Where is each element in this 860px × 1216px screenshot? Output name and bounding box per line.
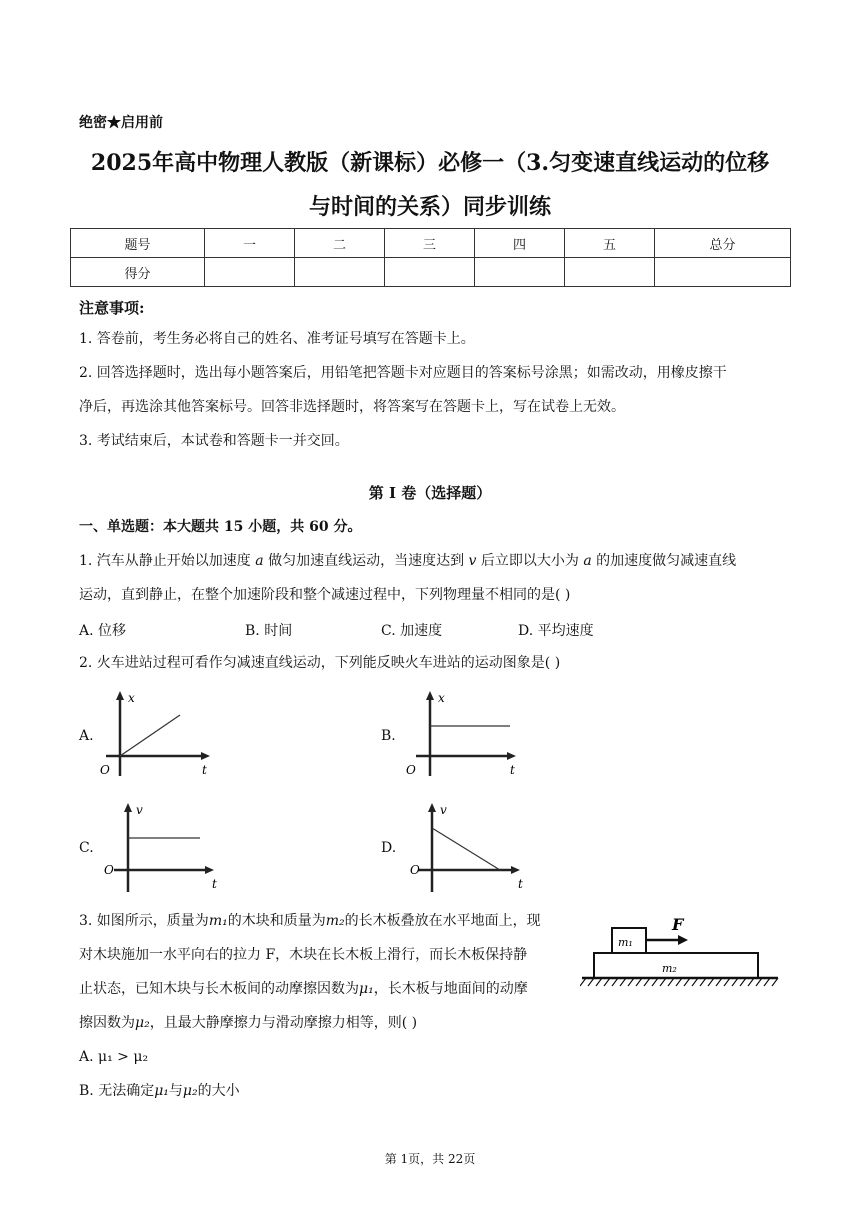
axis-label: v <box>440 803 447 817</box>
q3-option-b-text: B. 无法确定 <box>79 1083 155 1099</box>
axis-label: x <box>128 691 135 705</box>
question-3-line2: 对木块施加一水平向右的拉力 F，木块在长木板上滑行，而长木板保持静 <box>79 947 528 963</box>
q2-graph-b <box>400 688 524 782</box>
axis-label: t <box>510 763 515 777</box>
score-cell: 题号 <box>71 229 205 258</box>
q1-var-v: v <box>468 553 477 569</box>
score-cell: 二 <box>295 229 385 258</box>
question-1-line2: 运动，直到静止，在整个加速阶段和整个减速过程中，下列物理量不相同的是( ) <box>79 587 571 603</box>
score-cell: 一 <box>205 229 295 258</box>
notice-item-3: 3. 考试结束后，本试卷和答题卡一并交回。 <box>79 433 349 449</box>
force-arrowhead <box>678 935 688 945</box>
score-blank <box>475 258 565 287</box>
axis-label: t <box>212 877 217 891</box>
score-table-header-row <box>71 229 791 258</box>
part-heading: 一、单选题：本大题共 15 小题，共 60 分。 <box>79 519 362 535</box>
q3-option-b[interactable] <box>79 1080 240 1102</box>
origin-label: O <box>100 763 110 777</box>
score-blank <box>655 258 791 287</box>
axis-label: x <box>438 691 445 705</box>
page-footer: 第 1页，共 22页 <box>384 1152 476 1166</box>
notice-item-2-line2: 净后，再选涂其他答案标号。回答非选择题时，将答案写在答题卡上，写在试卷上无效。 <box>79 399 625 415</box>
paper-title-line2: 与时间的关系）同步训练 <box>308 194 551 220</box>
q1-option-d[interactable]: D. 平均速度 <box>518 623 594 639</box>
q3-option-b-text: 与 <box>168 1083 183 1099</box>
notice-item-2-line1: 2. 回答选择题时，选出每小题答案后，用铅笔把答题卡对应题目的答案标号涂黑；如需改动，用橡皮擦干 <box>79 365 727 381</box>
question-1-line1 <box>79 550 736 572</box>
q3-mu1: μ₁ <box>154 1083 169 1099</box>
q1-option-b[interactable]: B. 时间 <box>245 623 293 639</box>
q3-option-b-text: 的大小 <box>197 1083 240 1099</box>
confidential-label: 绝密★启用前 <box>79 115 163 131</box>
q2-option-b-label[interactable]: B. <box>381 728 396 744</box>
axis-label: t <box>518 877 523 891</box>
q3-text: 的木块和质量为 <box>227 913 326 929</box>
q1-text: 的加速度做匀减速直线 <box>596 553 737 569</box>
paper-title-line1: 2025年高中物理人教版（新课标）必修一（3.匀变速直线运动的位移 <box>90 150 770 176</box>
q1-option-c[interactable]: C. 加速度 <box>381 623 443 639</box>
q3-text: ，且最大静摩擦力与滑动摩擦力相等，则( ) <box>149 1015 418 1031</box>
q3-m1: m₁ <box>208 913 228 929</box>
origin-label: O <box>410 863 420 877</box>
fig-force-label: F <box>672 915 684 934</box>
question-2-stem: 2. 火车进站过程可看作匀减速直线运动，下列能反映火车进站的运动图象是( ) <box>79 655 561 671</box>
q1-var-a: a <box>255 553 264 569</box>
score-cell: 四 <box>475 229 565 258</box>
origin-label: O <box>104 863 114 877</box>
notice-item-1: 1. 答卷前，考生务必将自己的姓名、准考证号填写在答题卡上。 <box>79 331 475 347</box>
score-table <box>70 228 791 287</box>
q3-text: ，长木板与地面间的动摩 <box>373 981 528 997</box>
q3-block-on-board-figure <box>580 912 780 996</box>
q2-option-c-label[interactable]: C. <box>79 840 94 856</box>
score-blank <box>205 258 295 287</box>
score-cell: 五 <box>565 229 655 258</box>
q3-text: 3. 如图所示，质量为 <box>79 913 209 929</box>
q3-text: 的长木板叠放在水平地面上，现 <box>344 913 541 929</box>
score-table-score-row <box>71 258 791 287</box>
score-cell: 总分 <box>655 229 791 258</box>
q2-option-a-label[interactable]: A. <box>79 728 94 744</box>
section-title: 第 I 卷（选择题） <box>368 484 492 502</box>
q3-mu2: μ₂ <box>135 1015 150 1031</box>
q1-option-a[interactable]: A. 位移 <box>79 623 127 639</box>
fig-m2-label: m₂ <box>662 962 677 975</box>
q2-graph-d <box>402 800 530 896</box>
q1-text: 1. 汽车从静止开始以加速度 <box>79 553 251 569</box>
axis-label: v <box>136 803 143 817</box>
origin-label: O <box>406 763 416 777</box>
q1-text: 后立即以大小为 <box>480 553 579 569</box>
q2-graph-c <box>96 800 224 896</box>
score-cell: 三 <box>385 229 475 258</box>
notice-heading: 注意事项: <box>79 299 145 317</box>
score-row-label: 得分 <box>71 258 205 287</box>
question-3-line4 <box>79 1012 417 1034</box>
q1-text: 做匀加速直线运动，当速度达到 <box>268 553 465 569</box>
q3-m2: m₂ <box>325 913 345 929</box>
q3-option-a[interactable]: A. μ₁ > μ₂ <box>79 1049 149 1065</box>
score-blank <box>295 258 385 287</box>
q2-option-d-label[interactable]: D. <box>381 840 397 856</box>
axis-label: t <box>202 763 207 777</box>
question-3-line3 <box>79 978 528 1000</box>
fig-m1-label: m₁ <box>618 936 633 949</box>
q3-text: 止状态，已知木块与长木板间的动摩擦因数为 <box>79 981 359 997</box>
question-3-line1 <box>79 910 541 932</box>
q3-mu1: μ₁ <box>359 981 374 997</box>
q3-text: 擦因数为 <box>79 1015 135 1031</box>
score-blank <box>565 258 655 287</box>
q2-graph-a <box>96 688 220 782</box>
q3-mu2: μ₂ <box>182 1083 198 1099</box>
q1-var-a: a <box>583 553 592 569</box>
score-blank <box>385 258 475 287</box>
